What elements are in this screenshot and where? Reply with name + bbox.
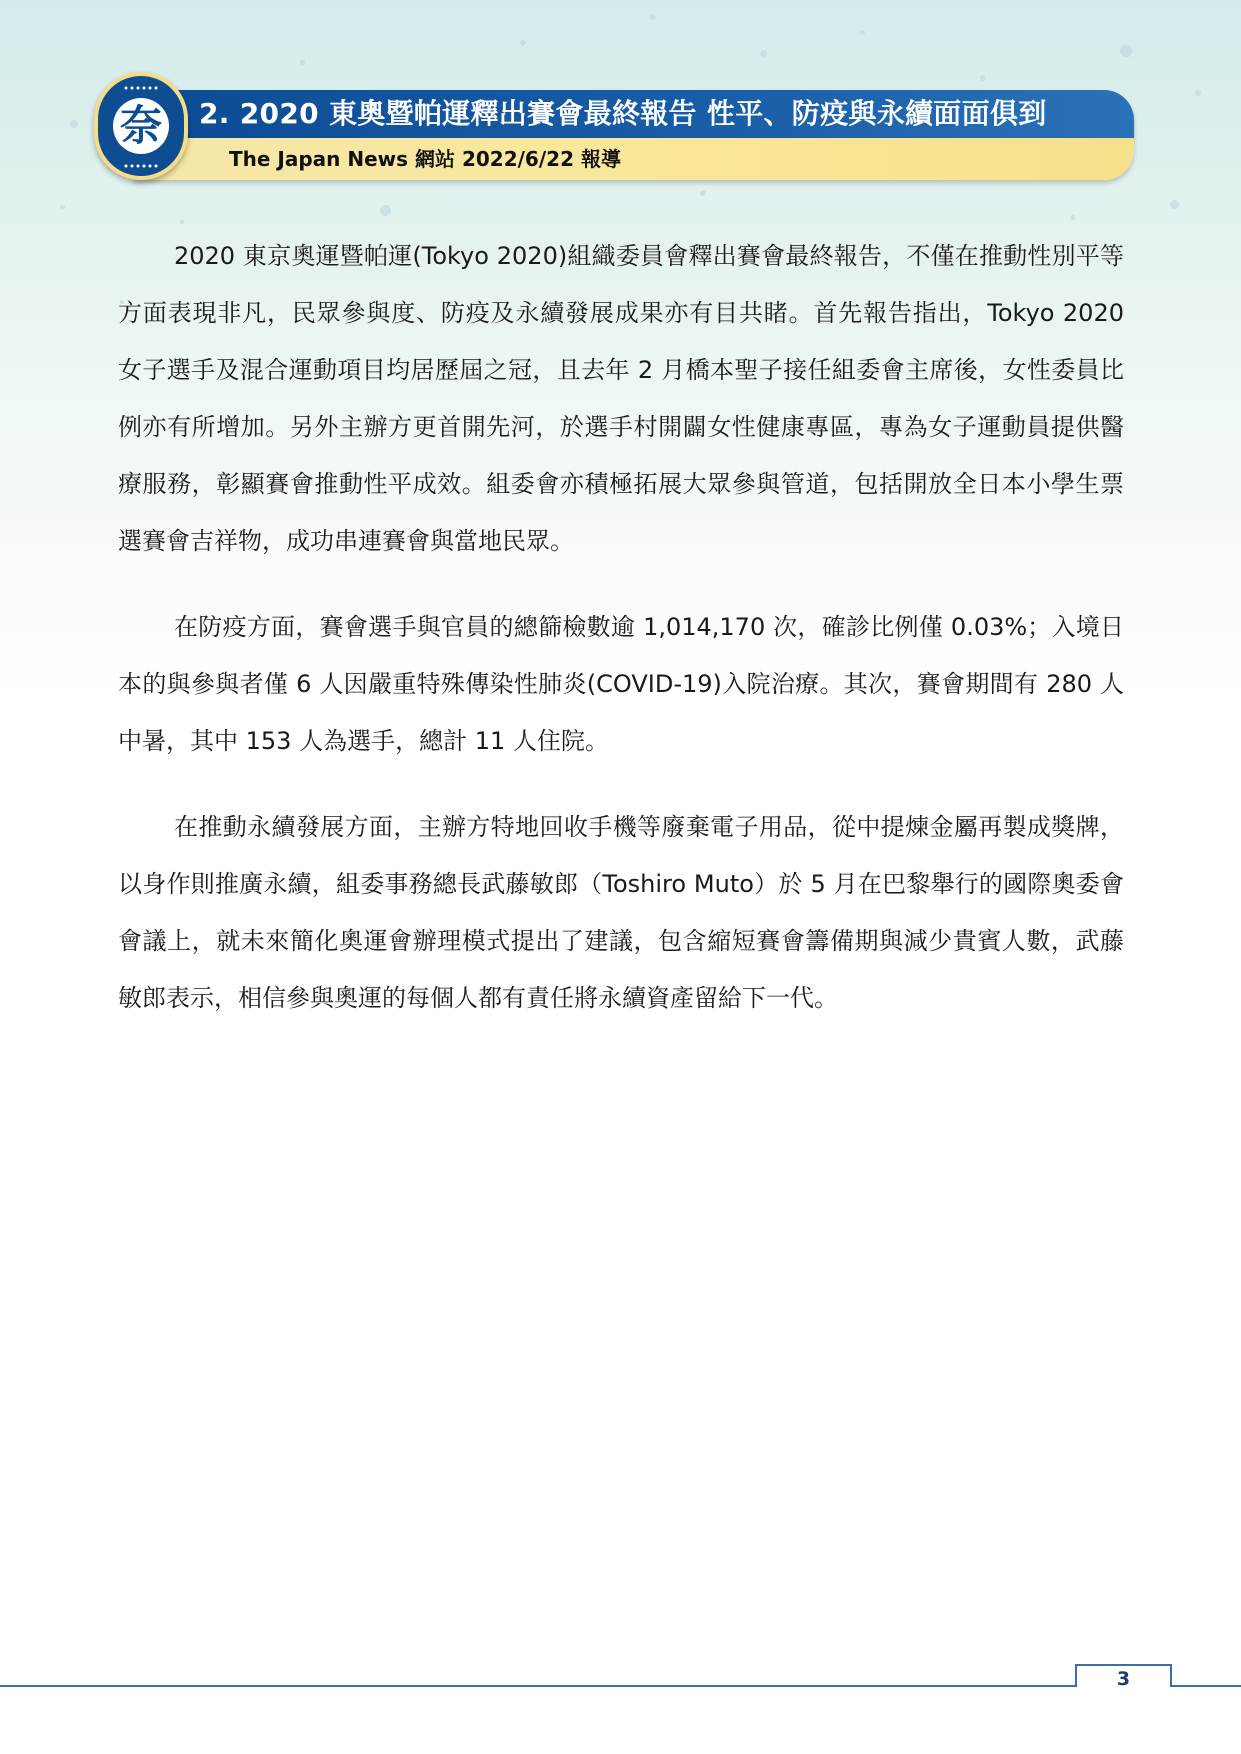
article-body bbox=[118, 228, 1124, 1027]
badge-dots-icon bbox=[123, 86, 159, 90]
paragraph: 2020 東京奧運暨帕運(Tokyo 2020)組織委員會釋出賽會最終報告，不僅在推動性別平等方面表現非凡，民眾參與度、防疫及永續發展成果亦有目共睹。首先報告指出，Tokyo 2020 女子選手及混合運動項目均居歷屆之冠，且去年 2 月橋本聖子接任組委會主席後，女性委員比例亦有所增加。另外主辦方更首開先河，於選手村開闢女性健康專區，專為女子運動員提供醫療服務，彰顯賽會推動性平成效。組委會亦積極拓展大眾參與管道，包括開放全日本小學生票選賽會吉祥物，成功串連賽會與當地民眾。 bbox=[118, 242, 1124, 555]
section-title: 2. 2020 東奧暨帕運釋出賽會最終報告 性平、防疫與永續面面俱到 bbox=[199, 97, 1047, 130]
footer-divider bbox=[0, 1685, 1075, 1687]
paragraph: 在防疫方面，賽會選手與官員的總篩檢數逾 1,014,170 次，確診比例僅 0.03%；入境日本的與參與者僅 6 人因嚴重特殊傳染性肺炎(COVID-19)入院治療。其次，賽會期間有 280 人中暑，其中 153 人為選手，總計 11 人住院。 bbox=[118, 613, 1124, 755]
page-number: 3 bbox=[1116, 1668, 1131, 1690]
section-header bbox=[94, 72, 1148, 180]
paragraph: 在推動永續發展方面，主辦方特地回收手機等廢棄電子用品，從中提煉金屬再製成獎牌，以身作則推廣永續，組委事務總長武藤敏郎（Toshiro Muto）於 5 月在巴黎舉行的國際奧委會會議上，就未來簡化奧運會辦理模式提出了建議，包含縮短賽會籌備期與減少貴賓人數，武藤敏郎表示，相信參與奧運的每個人都有責任將永續資產留給下一代。 bbox=[118, 813, 1124, 1012]
sports-logo-icon: 奈 bbox=[119, 101, 162, 150]
section-subtitle: The Japan News 網站 2022/6/22 報導 bbox=[229, 147, 621, 171]
logo-badge bbox=[94, 72, 188, 180]
badge-dots-icon bbox=[123, 164, 159, 168]
footer-divider bbox=[1172, 1685, 1241, 1687]
